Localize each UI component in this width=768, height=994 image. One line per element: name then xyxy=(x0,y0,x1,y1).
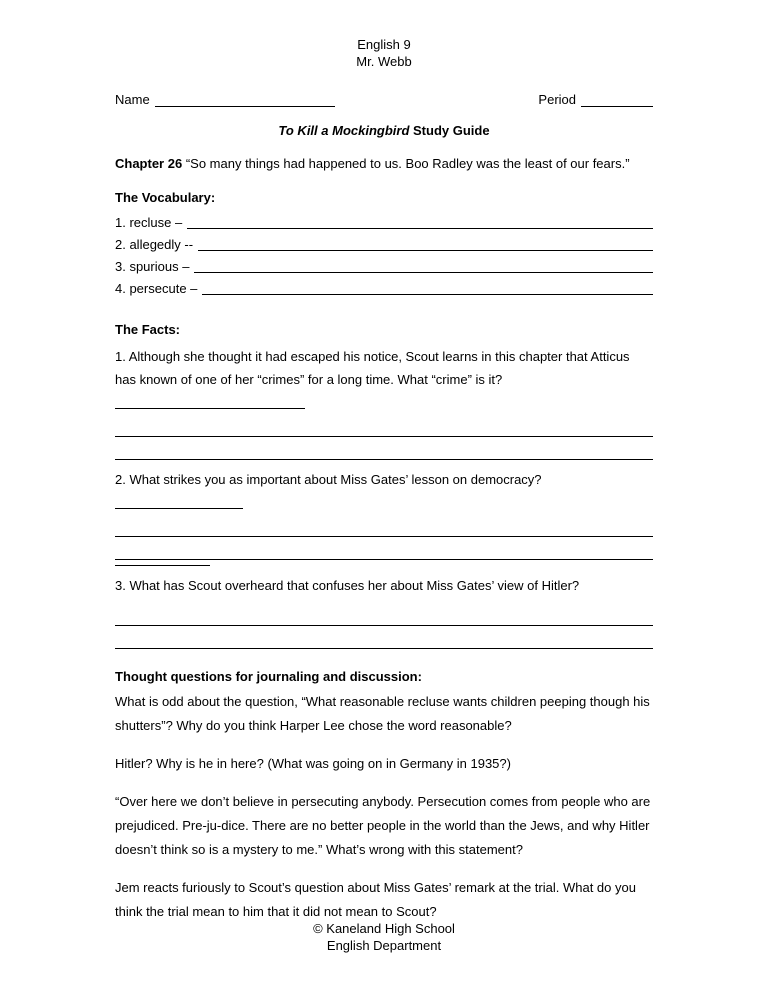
fact-question-3 xyxy=(115,574,653,597)
thought-paragraph-1: What is odd about the question, “What reasonable recluse wants children peeping though his shutters”? Why do you think Harper Lee chose the word reasonable? xyxy=(115,694,650,733)
chapter-label: Chapter 26 xyxy=(115,156,183,171)
answer-line-stub xyxy=(115,560,210,566)
name-label: Name xyxy=(115,92,150,107)
thought-paragraph-3: “Over here we don’t believe in persecuting anybody. Persecution comes from people who are prejudiced. Pre-ju-dice. There are no better people in the world than the Jews, and why Hitler doesn’t think so is a mystery to me.” What’s wrong with this statement? xyxy=(115,794,651,857)
fact-question-2-text: 2. What strikes you as important about Miss Gates’ lesson on democracy? xyxy=(115,472,542,487)
vocab-term: 1. recluse – xyxy=(115,215,183,230)
vocab-answer-blank xyxy=(187,215,653,229)
fact-2-inline-blank xyxy=(115,507,243,509)
vocab-answer-blank xyxy=(198,237,653,251)
vocab-item-recluse xyxy=(115,215,653,230)
teacher-name: Mr. Webb xyxy=(356,54,412,69)
vocabulary-heading: The Vocabulary: xyxy=(115,190,216,205)
fact-3-answer-lines xyxy=(115,603,653,649)
answer-line xyxy=(115,537,653,560)
name-blank xyxy=(155,92,335,107)
answer-line xyxy=(115,437,653,460)
document-footer xyxy=(0,920,768,954)
footer-school: © Kaneland High School xyxy=(313,921,455,936)
answer-line xyxy=(115,626,653,649)
vocabulary-list xyxy=(115,215,653,296)
chapter-quote: “So many things had happened to us. Boo Radley was the least of our fears.” xyxy=(185,156,630,171)
fact-question-3-text: 3. What has Scout overheard that confuses her about Miss Gates’ view of Hitler? xyxy=(115,578,580,593)
vocab-term: 4. persecute – xyxy=(115,281,198,296)
answer-line xyxy=(115,414,653,437)
fact-1-inline-blank xyxy=(115,407,305,409)
thought-paragraph-4: Jem reacts furiously to Scout’s question about Miss Gates’ remark at the trial. What do you think the trial mean to him that it did not mean to Scout? xyxy=(115,880,636,919)
fact-2-answer-lines xyxy=(115,514,653,566)
study-guide-title xyxy=(115,123,653,138)
period-blank xyxy=(581,92,653,107)
vocab-term: 2. allegedly -- xyxy=(115,237,194,252)
book-title: To Kill a Mockingbird xyxy=(278,123,410,138)
fact-1-answer-lines xyxy=(115,414,653,460)
fact-question-1-text: 1. Although she thought it had escaped his notice, Scout learns in this chapter that Atticus has known of one of her “crimes” for a long time. What “crime” is it? xyxy=(115,349,630,387)
title-suffix: Study Guide xyxy=(409,123,490,138)
vocab-item-persecute xyxy=(115,281,653,296)
vocab-item-allegedly xyxy=(115,237,653,252)
thought-paragraph-2: Hitler? Why is he in here? (What was going on in Germany in 1935?) xyxy=(115,756,511,771)
vocab-term: 3. spurious – xyxy=(115,259,190,274)
fact-question-1 xyxy=(115,345,653,414)
answer-line xyxy=(115,514,653,537)
chapter-heading xyxy=(115,155,653,173)
fact-question-2 xyxy=(115,468,653,514)
period-label: Period xyxy=(538,92,576,107)
facts-heading: The Facts: xyxy=(115,322,181,337)
vocab-answer-blank xyxy=(202,281,653,295)
answer-line xyxy=(115,603,653,626)
vocab-answer-blank xyxy=(194,259,653,273)
thought-questions-heading: Thought questions for journaling and discussion: xyxy=(115,669,422,684)
course-title: English 9 xyxy=(357,37,411,52)
document-header xyxy=(115,36,653,70)
vocab-item-spurious xyxy=(115,259,653,274)
footer-department: English Department xyxy=(326,938,442,953)
name-period-row xyxy=(115,92,653,107)
